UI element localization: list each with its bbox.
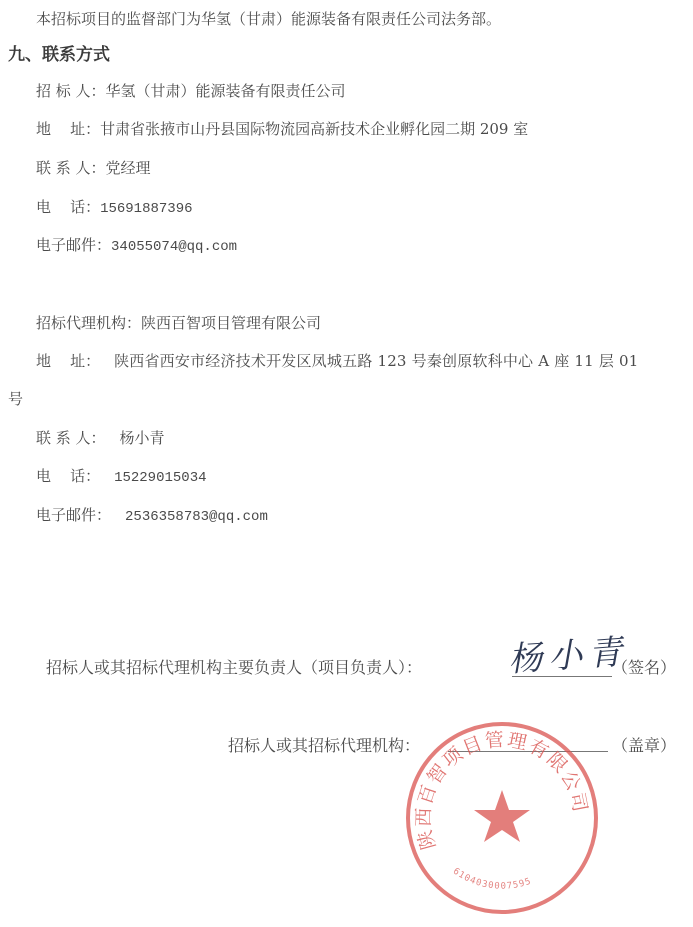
tenderer-name-row [36,80,346,101]
tenderer-address-row [36,118,528,139]
agency-address-line1: 陕西省西安市经济技术开发区凤城五路 123 号秦创原软科中心 A 座 11 层 01 [114,352,639,370]
agency-address-label: 地 址： [36,352,101,370]
section-heading: 九、联系方式 [8,45,110,65]
agency-phone-row [36,465,207,486]
agency-phone-label: 电 话： [36,467,101,485]
agency-phone: 15229015034 [114,470,207,486]
tenderer-address-label: 地 址： [36,120,101,138]
tenderer-email-row [36,234,237,255]
tenderer-contact: 党经理 [105,159,151,177]
svg-text:陕西百智项目管理有限公司: 陕西百智项目管理有限公司 [412,728,592,852]
agency-contact-row [36,427,165,448]
seal-label: 招标人或其招标代理机构： [228,736,421,755]
tenderer-email: 34055074@qq.com [111,239,238,255]
agency-name-row [36,312,321,333]
agency-address-row [36,350,639,371]
agency-email-label: 电子邮件： [36,506,112,524]
signature-label: 招标人或其招标代理机构主要负责人（项目负责人）： [46,658,423,677]
seal-suffix: （盖章） [612,736,677,755]
tenderer-email-label: 电子邮件： [36,236,112,254]
tenderer-name: 华氢（甘肃）能源装备有限责任公司 [105,82,346,100]
agency-email-row [36,504,268,525]
supervision-text: 本招标项目的监督部门为华氢（甘肃）能源装备有限责任公司法务部。 [36,10,502,28]
tenderer-phone-row [36,196,193,217]
tenderer-phone-label: 电 话： [36,198,101,216]
signature-suffix: （签名） [612,658,677,677]
agency-name-label: 招标代理机构： [36,314,142,332]
tenderer-contact-label: 联 系 人： [36,159,106,177]
tenderer-contact-row [36,157,151,178]
tenderer-phone: 15691887396 [100,201,193,217]
agency-address-line2: 号 [8,390,24,408]
company-seal-stamp [402,718,602,918]
agency-contact-label: 联 系 人： [36,429,106,447]
agency-email: 2536358783@qq.com [125,509,268,525]
tenderer-name-label: 招 标 人： [36,82,106,100]
agency-contact: 杨小青 [119,429,165,447]
svg-text:6104030007595: 6104030007595 [450,866,534,892]
agency-name: 陕西百智项目管理有限公司 [141,314,322,332]
handwritten-signature: 杨小青 [506,631,630,681]
tenderer-address: 甘肃省张掖市山丹县国际物流园高新技术企业孵化园二期 209 室 [100,120,529,138]
